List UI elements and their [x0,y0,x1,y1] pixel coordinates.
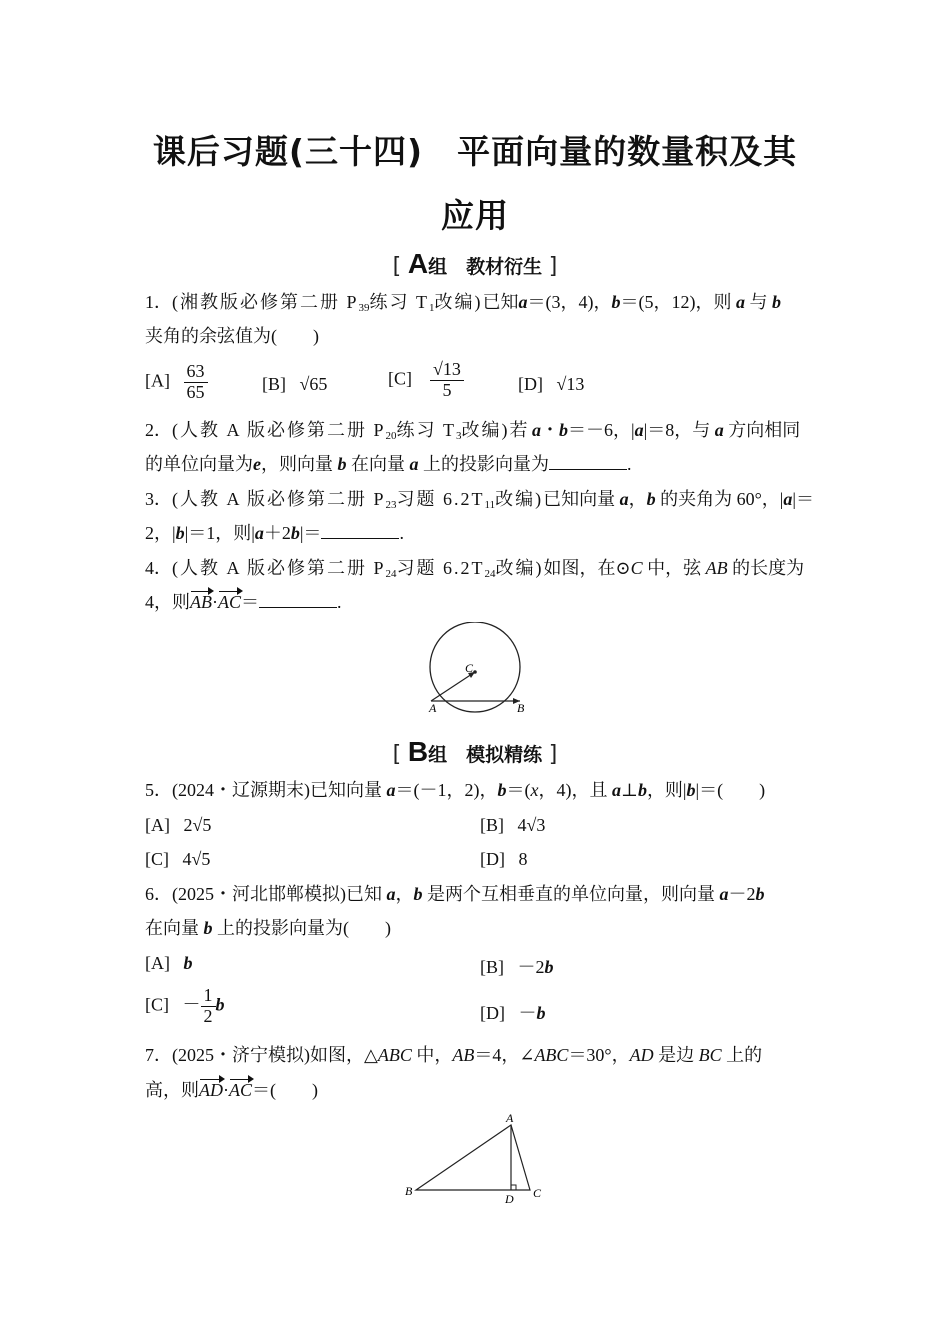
page-title-line2: 应用 [441,196,509,235]
group-a-header: [ A组 教材衍生 ] [392,248,558,279]
q5-option-a: [A] 2√5 [145,815,212,835]
page-title: 课后习题(三十四) 平面向量的数量积及其 [152,132,798,171]
question-6: 6．(2025・河北邯郸模拟)已知 a，b 是两个互相垂直的单位向量，则向量 a－2b [145,884,765,904]
question-2-line2: 的单位向量为e，则向量 b 在向量 a 上的投影向量为 . [145,454,632,474]
label-a: A [506,1111,514,1125]
question-2: 2．(人教 A 版必修第二册 $P_{20}$练习 $T_3$改编)若 a・b＝－6，|a|＝8，与 a 方向相同 [145,420,801,442]
triangle-abc [416,1125,530,1190]
question-7-line2: 高，则AD·AC＝( ) [145,1080,319,1100]
q1-option-a: [A] $\frac{63}{65}$ [145,362,208,403]
label-b: B [517,701,525,715]
q5-option-d: [D] 8 [480,849,528,869]
question-1-line2: 夹角的余弦值为( ) [145,326,319,346]
label-c: C [465,661,474,675]
center-dot [473,670,477,674]
circle [430,622,520,712]
question-3-line2: 2，|b|＝1，则|a＋2b|＝ . [145,523,404,543]
question-5: 5．(2024・辽源期末)已知向量 a＝(－1，2)，b＝(x，4)，且 a⊥b，则|b|＝( ) [145,780,766,800]
label-d: D [505,1192,514,1206]
segment-ac [431,672,475,701]
group-b-header: [ B组 模拟精练 ] [392,736,558,767]
group-a-label: 组 教材衍生 [428,256,543,278]
triangle-figure [400,1108,560,1208]
question-1: 1．(湘教版必修第二册 $P_{39}$练习 $T_1$改编)已知a＝(3，4)，b＝(5，12)，则 a 与 b [145,292,782,314]
question-3: 3．(人教 A 版必修第二册 $P_{23}$习题 $6.2T_{11}$改编)已知向量 a，b 的夹角为 60°，|a|＝ [145,489,815,511]
q6-option-d: [D] －b [480,1003,546,1023]
group-a-letter: A [407,248,429,279]
group-b-letter: B [407,736,429,767]
group-b-label: 组 模拟精练 [428,744,543,766]
question-4: 4．(人教 A 版必修第二册 $P_{24}$习题 $6.2T_{24}$改编)如图，在⊙C 中，弦 AB 的长度为 [145,558,805,580]
question-6-line2: 在向量 b 上的投影向量为( ) [145,918,391,938]
circle-figure [420,622,530,718]
label-c: C [533,1186,542,1200]
right-angle-mark [511,1185,516,1190]
question-4-line2: 4，则AB·AC＝ . [145,592,342,612]
q6-option-b: [B] －2b [480,957,554,977]
q5-option-c: [C] 4√5 [145,849,211,869]
q6-option-a: [A] b [145,953,193,973]
q1-option-d: [D] √13 [518,374,585,394]
q5-option-b: [B] 4√3 [480,815,546,835]
question-7: 7．(2025・济宁模拟)如图，△ABC 中，AB＝4，∠ABC＝30°，AD 是边 BC 上的 [145,1045,763,1065]
q1-option-c: [C] $\frac{√13}{5}$ [388,360,464,401]
q1-option-b: [B] √65 [262,374,328,394]
q6-option-c: [C] － $\frac{1}{2}$ b [145,985,225,1026]
label-a: A [429,701,437,715]
label-b: B [405,1184,413,1198]
